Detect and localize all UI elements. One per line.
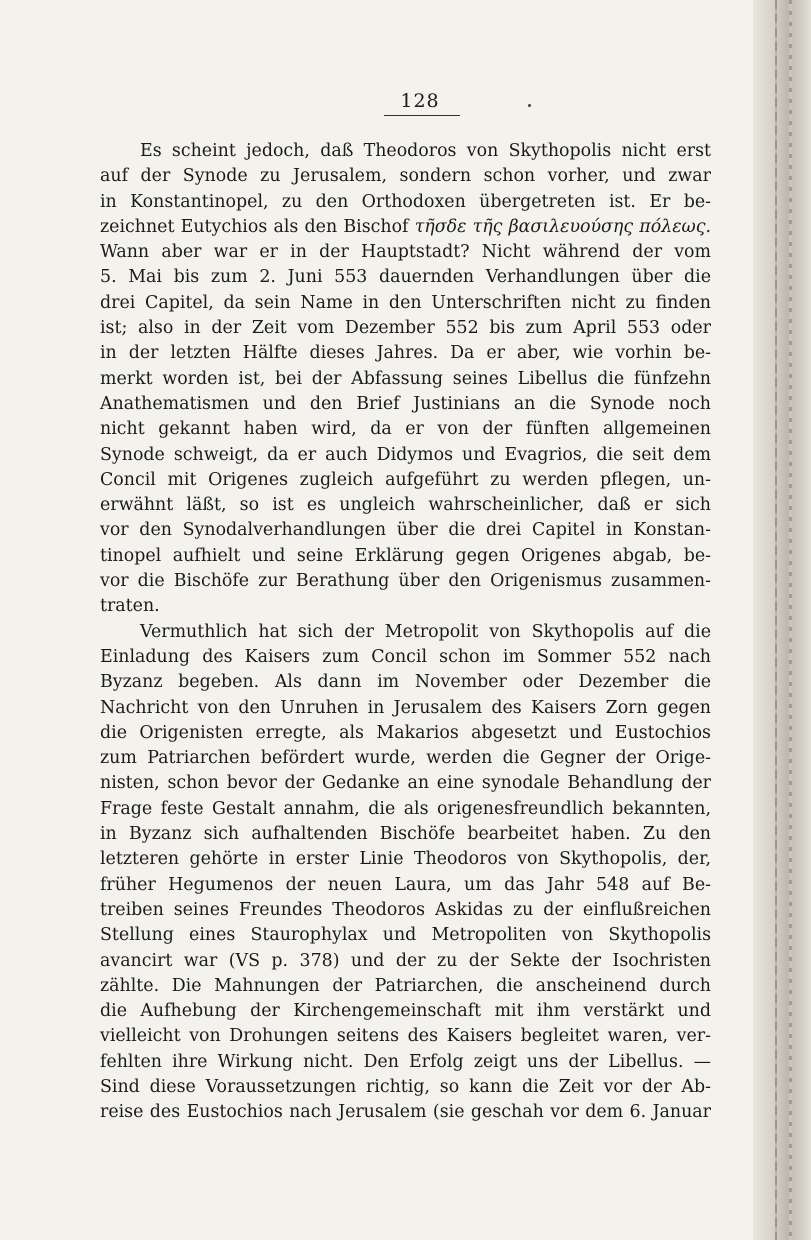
text-line — [100, 847, 711, 872]
text-line — [100, 569, 711, 594]
line-text: fehlten ihre Wirkung nicht. Den Erfolg zeigt uns der Libellus. — — [100, 1051, 711, 1072]
line-text: Sind diese Voraussetzungen richtig, so kann die Zeit vor der Ab- — [100, 1076, 711, 1097]
text-line — [100, 822, 711, 847]
page-edge-shadow — [753, 0, 811, 1240]
paragraph — [100, 139, 711, 620]
text-line — [100, 392, 711, 417]
line-text: reise des Eustochios nach Jerusalem (sie geschah vor dem 6. Januar — [100, 1102, 711, 1123]
line-text: die Origenisten erregte, als Makarios abgesetzt und Eustochios — [100, 722, 711, 743]
line-text: Concil mit Origenes zugleich aufgeführt zu werden pflegen, un- — [100, 469, 711, 490]
text-line — [100, 240, 711, 265]
text-line — [100, 518, 711, 543]
text-line — [100, 949, 711, 974]
line-text: Nachricht von den Unruhen in Jerusalem des Kaisers Zorn gegen — [100, 697, 711, 718]
line-text: merkt worden ist, bei der Abfassung seines Libellus die fünfzehn — [100, 368, 711, 389]
line-text: avancirt war (VS p. 378) und der zu der Sekte der Isochristen — [100, 950, 711, 971]
text-line — [100, 974, 711, 999]
line-text: vielleicht von Drohungen seitens des Kaisers begleitet waren, ver- — [100, 1026, 711, 1047]
text-line — [100, 923, 711, 948]
line-text: letzteren gehörte in erster Linie Theodoros von Skythopolis, der, — [100, 849, 711, 870]
line-text: tinopel aufhielt und seine Erklärung gegen Origenes abgab, be- — [100, 545, 711, 566]
text-line — [100, 139, 711, 164]
text-line — [100, 620, 711, 645]
line-text: ist; also in der Zeit vom Dezember 552 bis zum April 553 oder — [100, 318, 711, 339]
text-line — [100, 367, 711, 392]
line-text: Wann aber war er in der Hauptstadt? Nicht während der vom — [100, 242, 711, 263]
line-text: treiben seines Freundes Theodoros Askidas zu der einflußreichen — [100, 899, 711, 920]
line-text: Einladung des Kaisers zum Concil schon im Sommer 552 nach — [100, 646, 711, 667]
text-line — [100, 771, 711, 796]
ink-speck — [528, 104, 531, 107]
text-line — [100, 417, 711, 442]
text-line — [100, 746, 711, 771]
text-line — [100, 468, 711, 493]
text-line — [100, 873, 711, 898]
line-text: drei Capitel, da sein Name in den Unterschriften nicht zu finden — [100, 292, 711, 313]
line-text: erwähnt läßt, so ist es ungleich wahrscheinlicher, daß er sich — [100, 495, 711, 516]
line-text: Stellung eines Staurophylax und Metropoliten von Skythopolis — [100, 925, 711, 946]
text-line — [100, 316, 711, 341]
line-text: zählte. Die Mahnungen der Patriarchen, die anscheinend durch — [100, 975, 711, 996]
line-text: in Byzanz sich aufhaltenden Bischöfe bearbeitet haben. Zu den — [100, 824, 711, 845]
text-line — [100, 341, 711, 366]
text-line — [100, 721, 711, 746]
text-line — [100, 544, 711, 569]
line-text: vor den Synodalverhandlungen über die drei Capitel in Konstan- — [100, 520, 711, 541]
line-text: Frage feste Gestalt annahm, die als origenesfreundlich bekannten, — [100, 798, 711, 819]
text-line — [100, 1075, 711, 1100]
line-text: vor die Bischöfe zur Berathung über den Origenismus zusammen- — [100, 571, 711, 592]
greek-phrase: τῆσδε τῆς βασιλευούσης πόλεως. — [414, 216, 711, 237]
text-line — [100, 645, 711, 670]
body-text — [100, 139, 711, 1126]
text-line — [100, 1100, 711, 1125]
line-text: zum Patriarchen befördert wurde, werden die Gegner der Orige- — [100, 748, 711, 769]
line-text: in Konstantinopel, zu den Orthodoxen übergetreten ist. Er be- — [100, 191, 711, 212]
line-text: traten. — [100, 596, 160, 617]
text-line — [100, 164, 711, 189]
line-text: nicht gekannt haben wird, da er von der fünften allgemeinen — [100, 419, 711, 440]
line-text: die Aufhebung der Kirchengemeinschaft mit ihm verstärkt und — [100, 1001, 711, 1022]
text-line — [100, 443, 711, 468]
line-text: Anathematismen und den Brief Justinians an die Synode noch — [100, 393, 711, 414]
text-line — [100, 493, 711, 518]
text-line — [100, 696, 711, 721]
page-number: 128 — [400, 90, 440, 112]
text-line — [100, 594, 711, 619]
text-line — [100, 670, 711, 695]
header-rule — [384, 115, 460, 116]
line-text: Vermuthlich hat sich der Metropolit von Skythopolis auf die — [140, 621, 711, 642]
text-line — [100, 190, 711, 215]
line-text: 5. Mai bis zum 2. Juni 553 dauernden Verhandlungen über die — [100, 267, 711, 288]
paragraph — [100, 620, 711, 1126]
text-line — [100, 1024, 711, 1049]
line-text: früher Hegumenos der neuen Laura, um das Jahr 548 auf Be- — [100, 874, 711, 895]
line-text: Es scheint jedoch, daß Theodoros von Skythopolis nicht erst — [140, 141, 711, 161]
text-line — [100, 999, 711, 1024]
line-text: zeichnet Eutychios als den Bischof — [100, 216, 415, 237]
text-line — [100, 291, 711, 316]
text-line — [100, 898, 711, 923]
line-text: auf der Synode zu Jerusalem, sondern schon vorher, und zwar — [100, 166, 711, 187]
text-line — [100, 1050, 711, 1075]
text-line — [100, 797, 711, 822]
line-text: nisten, schon bevor der Gedanke an eine synodale Behandlung der — [100, 773, 711, 794]
line-text: Synode schweigt, da er auch Didymos und Evagrios, die seit dem — [100, 444, 711, 465]
text-line — [100, 215, 711, 240]
text-line — [100, 265, 711, 290]
line-text: in der letzten Hälfte dieses Jahres. Da er aber, wie vorhin be- — [100, 343, 711, 364]
line-text: Byzanz begeben. Als dann im November oder Dezember die — [100, 672, 711, 693]
